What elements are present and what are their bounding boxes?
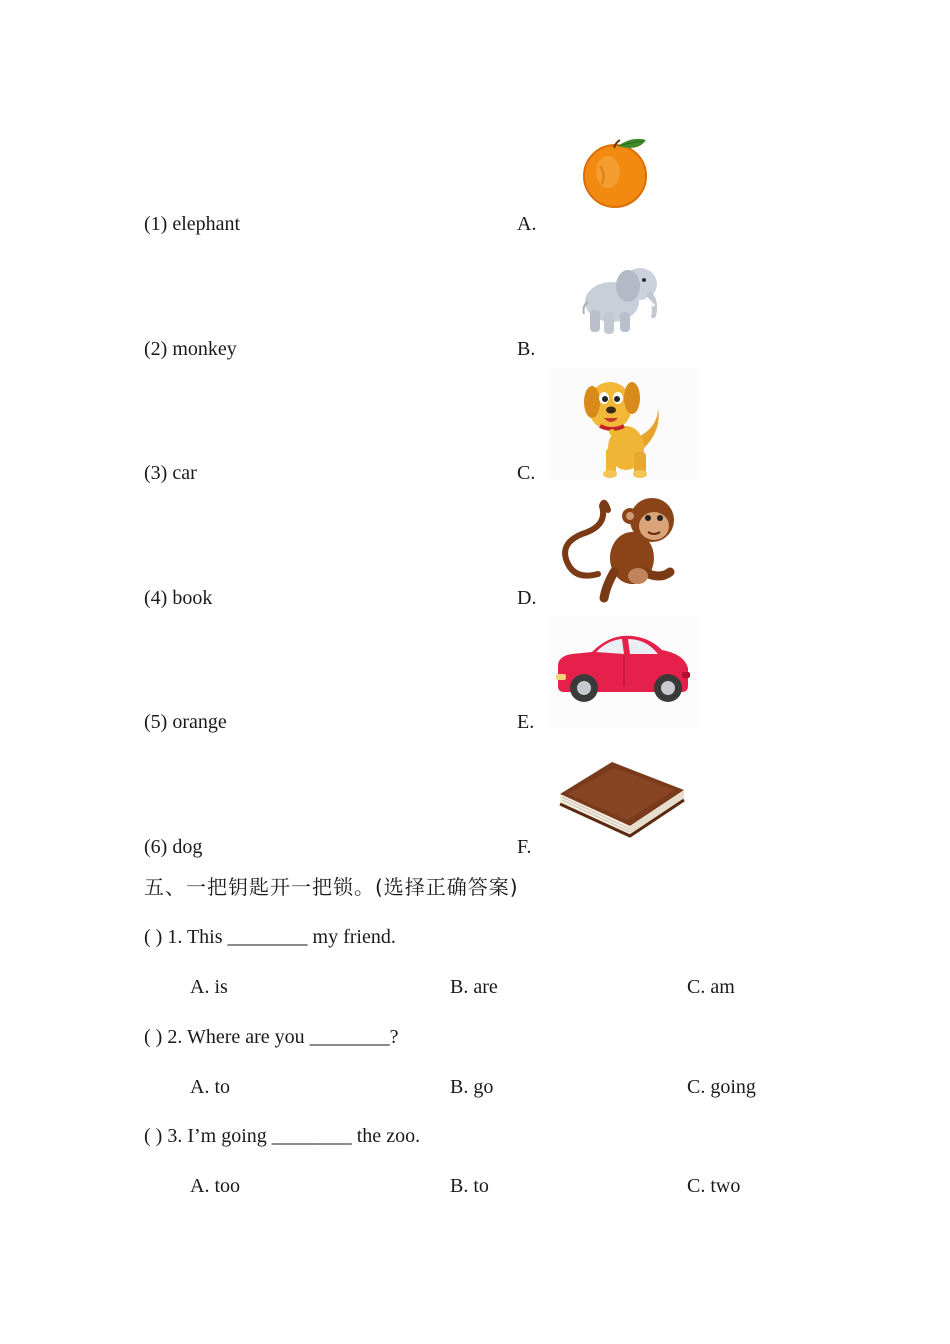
book-picture	[556, 756, 688, 842]
match-letter-e: E.	[517, 711, 535, 733]
question-1: ( ) 1. This ________ my friend.	[144, 926, 396, 948]
match-letter-f: F.	[517, 836, 532, 858]
question-1-option-a[interactable]: A. is	[190, 976, 228, 998]
question-2: ( ) 2. Where are you ________?	[144, 1026, 399, 1048]
match-letter-a: A.	[517, 213, 537, 235]
question-3-option-a[interactable]: A. too	[190, 1175, 240, 1197]
match-word-3: (3) car	[144, 462, 197, 484]
question-3-option-b[interactable]: B. to	[450, 1175, 489, 1197]
monkey-picture	[560, 492, 682, 604]
question-2-option-c[interactable]: C. going	[687, 1076, 756, 1098]
match-word-4: (4) book	[144, 587, 213, 609]
section-title: 五、一把钥匙开一把锁。(选择正确答案)	[144, 875, 519, 899]
match-word-1: (1) elephant	[144, 213, 241, 235]
elephant-picture	[580, 262, 666, 338]
car-picture	[548, 616, 700, 728]
question-2-option-b[interactable]: B. go	[450, 1076, 494, 1098]
question-2-option-a[interactable]: A. to	[190, 1076, 230, 1098]
orange-picture	[578, 136, 652, 210]
match-word-5: (5) orange	[144, 711, 227, 733]
question-3-option-c[interactable]: C. two	[687, 1175, 741, 1197]
question-1-option-c[interactable]: C. am	[687, 976, 735, 998]
match-word-6: (6) dog	[144, 836, 203, 858]
match-letter-b: B.	[517, 338, 536, 360]
match-word-2: (2) monkey	[144, 338, 237, 360]
match-letter-d: D.	[517, 587, 537, 609]
question-3: ( ) 3. I’m going ________ the zoo.	[144, 1125, 421, 1147]
dog-picture	[548, 368, 700, 480]
question-1-option-b[interactable]: B. are	[450, 976, 498, 998]
match-letter-c: C.	[517, 462, 536, 484]
